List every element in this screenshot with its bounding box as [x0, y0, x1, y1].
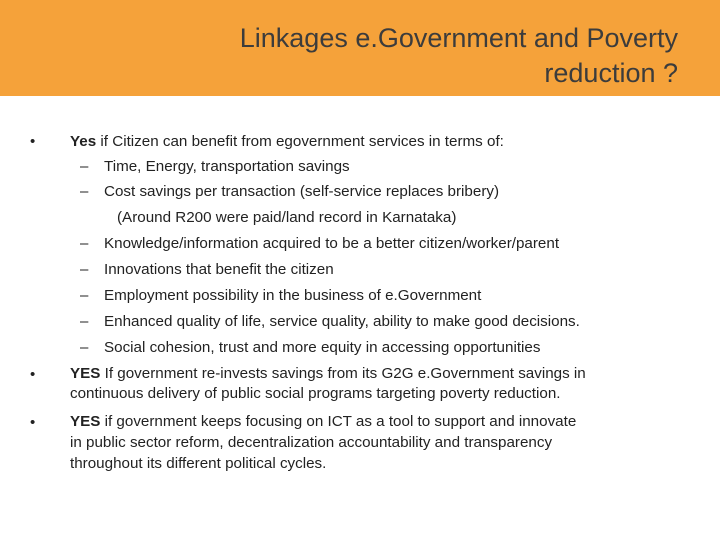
sub-1-text: Time, Energy, transportation savings	[104, 158, 350, 175]
sub-7-text: Social cohesion, trust and more equity in accessing opportunities	[104, 339, 541, 356]
sub-6-text: Enhanced quality of life, service quality, ability to make good decisions.	[104, 313, 580, 330]
bullet-2-line-1	[70, 364, 586, 384]
sub-2-text: Cost savings per transaction (self-service replaces bribery)	[104, 183, 500, 200]
sub-5-text: Employment possibility in the business of e.Government	[104, 287, 482, 304]
bullet-1-text	[70, 132, 504, 152]
sub-7-marker: –	[80, 339, 89, 356]
bullet-1-marker: •	[30, 133, 36, 150]
sub-3-marker: –	[80, 235, 89, 252]
sub-2-continuation: (Around R200 were paid/land record in Karnataka)	[117, 209, 457, 226]
bullet-3-line-2: in public sector reform, decentralization accountability and transparency	[70, 434, 553, 451]
bullet-2-line-2: continuous delivery of public social programs targeting poverty reduction.	[70, 385, 561, 402]
title-line-2: reduction ?	[544, 58, 678, 88]
sub-5-marker: –	[80, 287, 89, 304]
bullet-2-rest: If government re-invests savings from its G2G e.Government savings in	[100, 365, 586, 382]
bullet-3-line-3: throughout its different political cycles.	[70, 455, 327, 472]
bullet-3-line-1	[70, 412, 576, 432]
bullet-3-marker: •	[30, 414, 36, 431]
sub-6-marker: –	[80, 313, 89, 330]
sub-2-marker: –	[80, 183, 89, 200]
bullet-1-rest: if Citizen can benefit from egovernment services in terms of:	[96, 133, 504, 150]
bullet-2-bold: YES	[70, 365, 101, 382]
sub-3-text: Knowledge/information acquired to be a better citizen/worker/parent	[104, 235, 560, 252]
sub-4-text: Innovations that benefit the citizen	[104, 261, 334, 278]
bullet-3-rest: if government keeps focusing on ICT as a tool to support and innovate	[100, 413, 577, 430]
bullet-2-marker: •	[30, 366, 36, 383]
sub-4-marker: –	[80, 261, 89, 278]
title-line-1: Linkages e.Government and Poverty	[239, 23, 678, 53]
sub-1-marker: –	[80, 158, 89, 175]
bullet-1-bold: Yes	[70, 133, 97, 150]
bullet-3-bold: YES	[70, 413, 101, 430]
